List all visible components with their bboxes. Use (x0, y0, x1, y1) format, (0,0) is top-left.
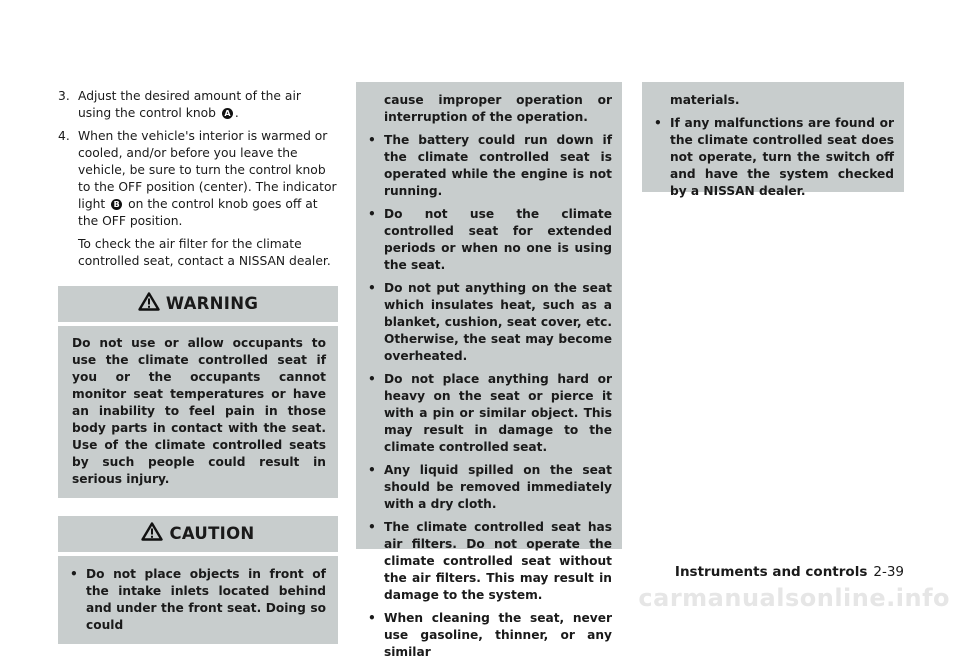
step-text: Adjust the desired amount of the air using the control knob A . (78, 89, 301, 120)
caution-heading: CAUTION (58, 516, 338, 552)
caution-box (58, 516, 338, 644)
page-footer (675, 564, 904, 580)
step-3 (58, 88, 338, 122)
step-number: 4. (58, 129, 70, 143)
warning-triangle-icon (138, 292, 160, 311)
caution-continued-panel (356, 82, 622, 659)
warning-text: Do not use or allow occupants to use the climate controlled seat if you or the occupants cannot monitor seat temperatures or have an inability to feel pain in those body parts in contact with the seat. Use of the climate controlled seats by such people could result in serious injury. (72, 336, 326, 486)
caution-list-continued (366, 132, 612, 661)
section-title: Instruments and controls (674, 564, 868, 580)
list-item: • Do not put anything on the seat which insulates heat, such as a blanket, cushion, seat cover, etc. Otherwise, the seat may become overheated. (368, 281, 612, 363)
warning-box (58, 286, 338, 498)
caution-triangle-icon (141, 522, 163, 541)
callout-a-icon: A (222, 108, 233, 119)
step-number: 3. (58, 89, 70, 103)
page-number: 2-39 (873, 564, 904, 580)
watermark: carmanualsonline.info (638, 584, 950, 612)
caution-continued-text: cause improper operation or interruption of the operation. (384, 93, 612, 124)
list-item: • Do not place anything hard or heavy on the seat or pierce it with a pin or similar object. This may result in damage to the climate controlled seat. (368, 372, 612, 454)
list-item: • The climate controlled seat has air filters. Do not operate the climate controlled seat without the air filters. This may result in damage to the system. (368, 520, 612, 602)
caution-continued-text: materials. (670, 93, 740, 107)
caution-list-end (652, 115, 894, 200)
list-item: • If any malfunctions are found or the climate controlled seat does not operate, turn the switch off and have the system checked by a NISSAN dealer. (654, 116, 894, 198)
step-4 (58, 128, 338, 270)
list-item: • Any liquid spilled on the seat should be removed immediately with a dry cloth. (368, 463, 612, 511)
list-item: • Do not place objects in front of the intake inlets located behind and under the front seat. Doing so could (70, 567, 326, 632)
step-text: When the vehicle's interior is warmed or cooled, and/or before you leave the vehicle, be sure to turn the control knob to the OFF position (center). The indicator light B on the control knob goes off at the OFF position. (78, 129, 337, 228)
column-3 (642, 0, 904, 198)
list-item: • When cleaning the seat, never use gasoline, thinner, or any similar (368, 611, 612, 659)
list-item: • Do not use the climate controlled seat for extended periods or when no one is using the seat. (368, 207, 612, 272)
callout-b-icon: B (111, 199, 122, 210)
list-item: • The battery could run down if the climate controlled seat is operated while the engine is not running. (368, 133, 612, 198)
warning-heading: WARNING (58, 286, 338, 322)
caution-end-panel (642, 82, 904, 198)
warning-text-block (58, 326, 338, 498)
column-2 (356, 0, 622, 659)
column-1 (58, 0, 338, 644)
step-4-note: To check the air filter for the climate controlled seat, contact a NISSAN dealer. (78, 237, 331, 268)
